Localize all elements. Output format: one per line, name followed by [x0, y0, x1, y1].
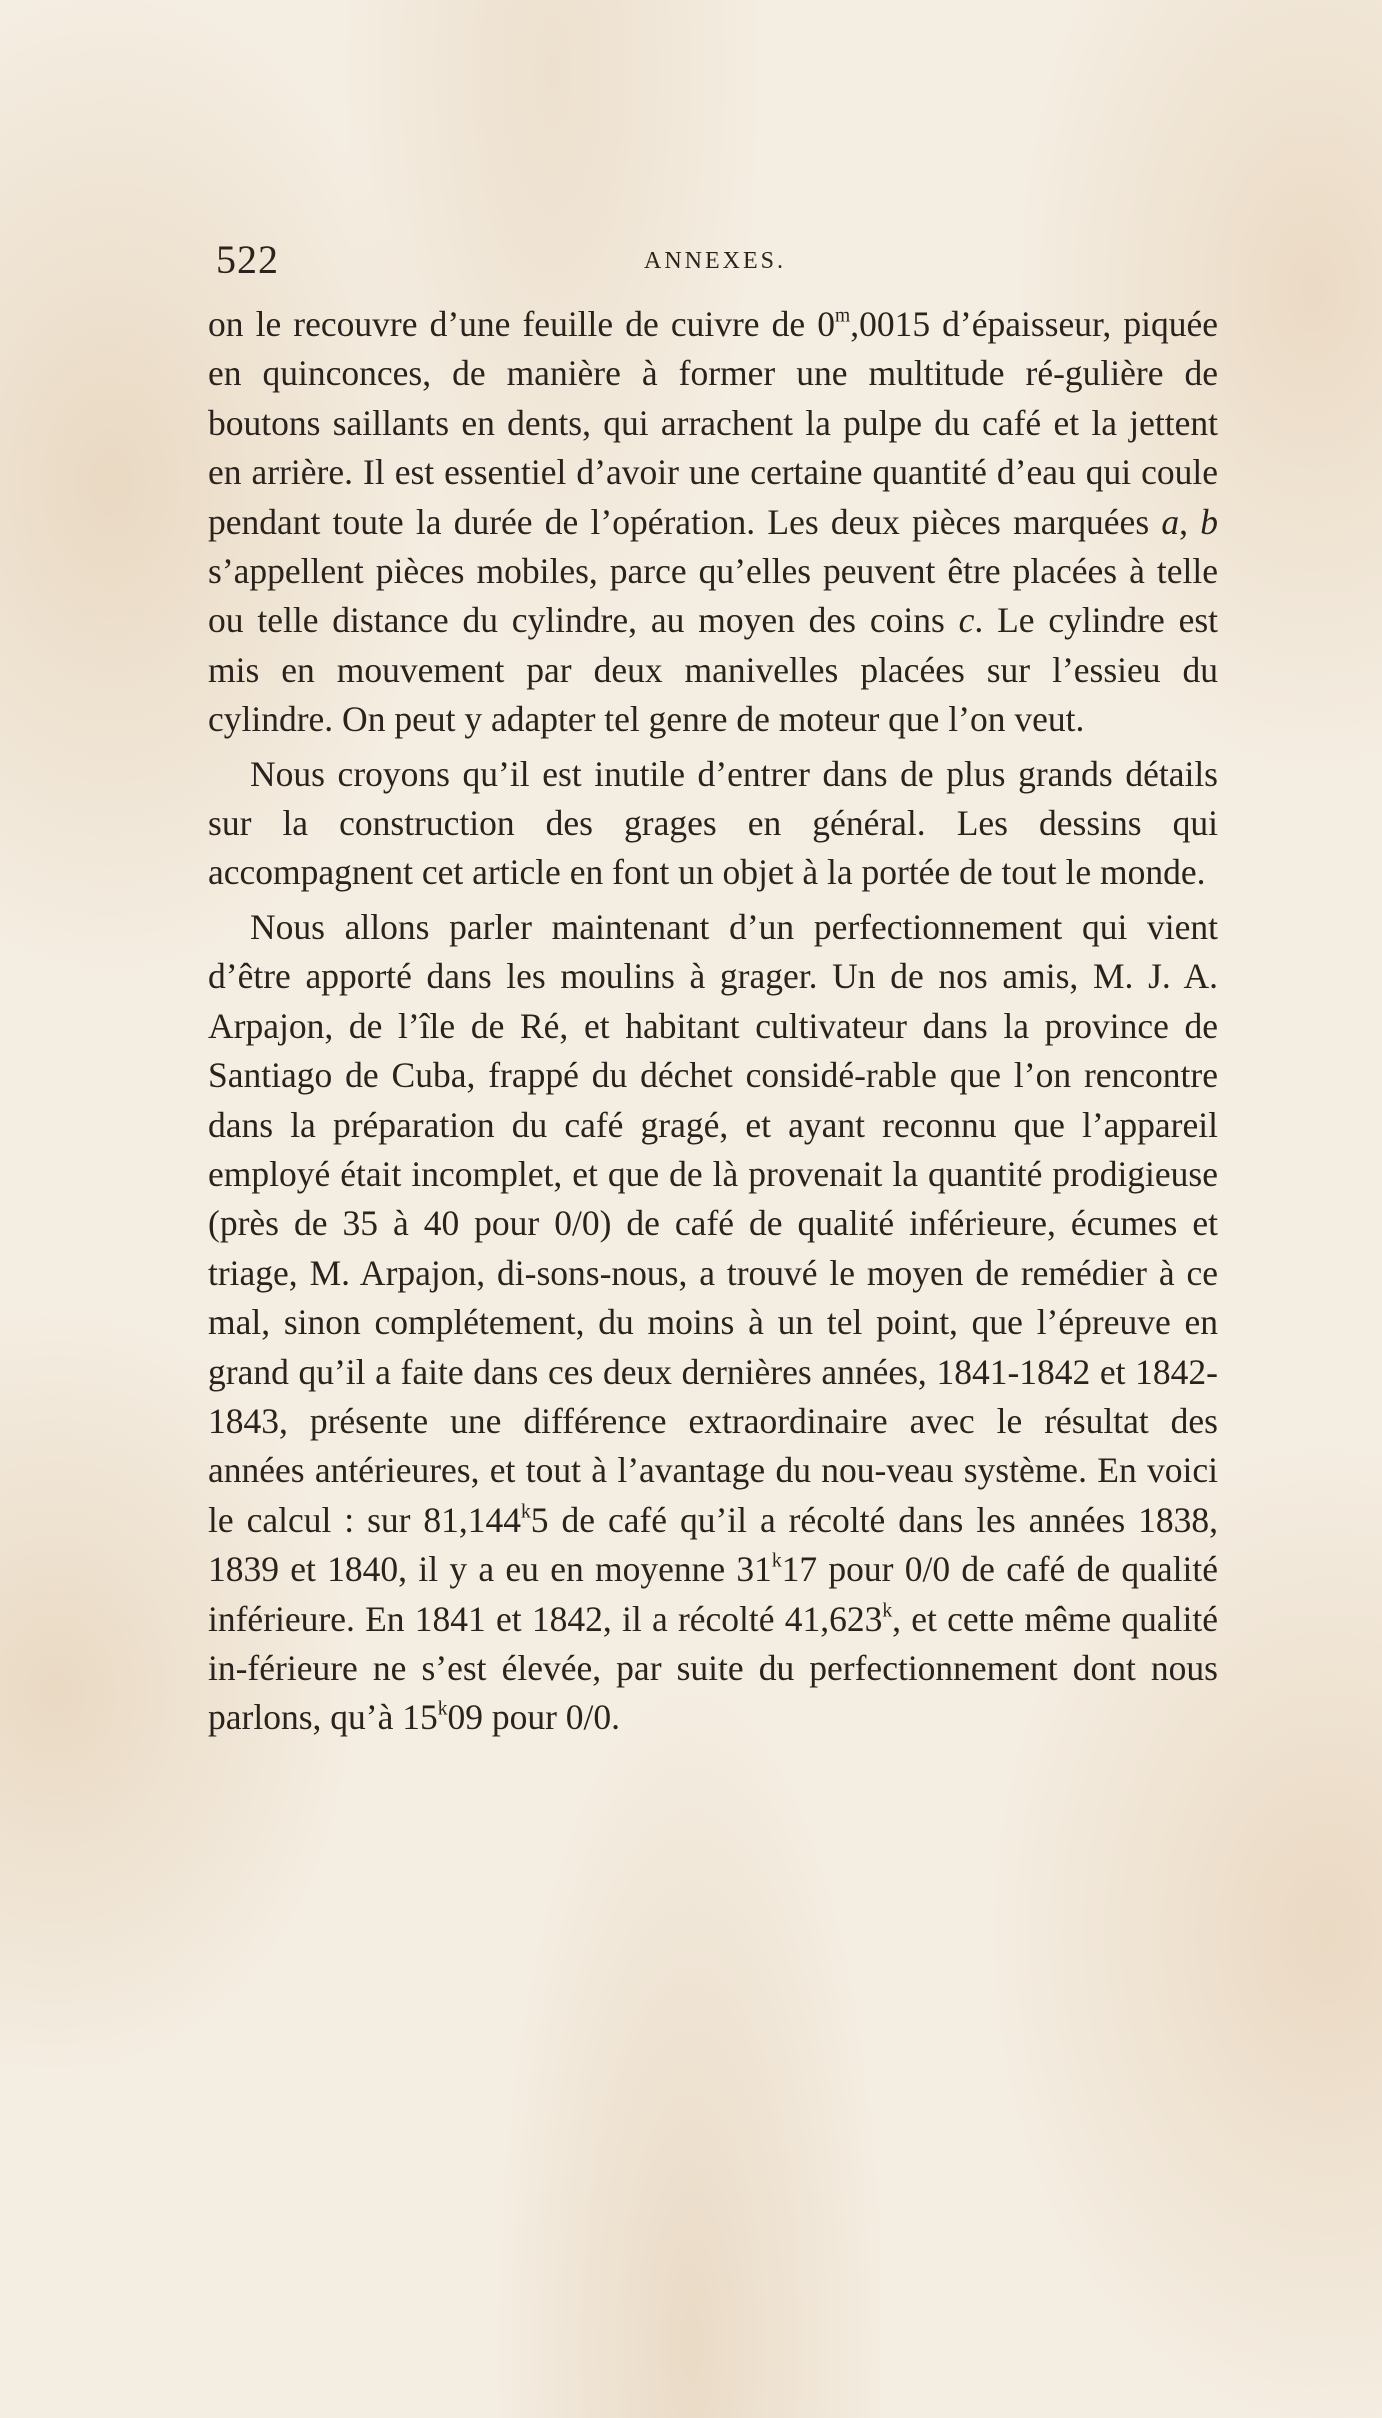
italic-letter: c [958, 600, 975, 641]
text-run: , et cette même qualité in-férieure ne s’est élevée, par suite du perfectionnement dont nous parlons, qu’à 15 [208, 1598, 1218, 1738]
superscript-text: m [835, 305, 851, 327]
superscript-text: k [521, 1501, 531, 1523]
superscript-text: k [882, 1599, 893, 1621]
text-run: on le recouvre d’une feuille de cuivre de 0 [208, 304, 835, 344]
text-run: Nous allons parler maintenant d’un perfectionnement qui vient d’être apporté dans les moulins à grager. Un de nos amis, M. J. A. Arpajon, de l’île de Ré, et habitant cultivateur dans la province de Santiago de Cuba, frappé du déchet considé-rable que l’on rencontre dans la préparation du café gragé, et ayant reconnu que l’appareil employé était incomplet, et que de là provenait la quantité prodigieuse (près de 35 à 40 pour 0/0) de café de qualité inférieure, écumes et triage, M. Arpajon, di-sons-nous, a trouvé le moyen de remédier à ce mal, sinon complétement, du moins à un tel point, que l’épreuve en grand qu’il a faite dans ces deux dernières années, 1841-1842 et 1842-1843, présente une différence extraordinaire avec le résultat des années antérieures, et tout à l’avantage du nou-veau système. En voici le calcul : sur 81,144 [208, 906, 1218, 1540]
body-text [208, 300, 1218, 1743]
page-header [210, 236, 1220, 286]
superscript-text: k [771, 1550, 782, 1572]
text-run: , [1179, 501, 1201, 542]
text-run: 5 de café qu’il a récolté dans les années 1838, 1839 et 1840, il y a eu en moyenne 31 [208, 1499, 1218, 1590]
text-run: ,0015 d’épaisseur, piquée en quinconces, de manière à former une multitude ré-gulière de boutons saillants en dents, qui arrachent la pulpe du café et la jettent en arrière. Il est essentiel d’avoir une certaine quantité d’eau qui coule pendant toute la durée de l’opération. Les deux pièces marquées [208, 304, 1218, 542]
paragraph [208, 750, 1218, 898]
text-run: Nous croyons qu’il est inutile d’entrer dans de plus grands détails sur la construction des grages en général. Les dessins qui accompagnent cet article en font un objet à la portée de tout le monde. [208, 753, 1218, 893]
text-run: s’appellent pièces mobiles, parce qu’elles peuvent être placées à telle ou telle distance du cylindre, au moyen des coins [208, 551, 1218, 641]
text-run: 09 pour 0/0. [447, 1697, 621, 1738]
text-run: . Le cylindre est mis en mouvement par deux manivelles placées sur l’essieu du cylindre. On peut y adapter tel genre de moteur que l’on veut. [208, 600, 1218, 740]
paragraph [208, 300, 1218, 745]
superscript-text: k [437, 1698, 448, 1720]
running-head: ANNEXES. [644, 248, 786, 274]
italic-letter: a [1161, 501, 1180, 542]
paragraph [208, 903, 1218, 1743]
page-number: 522 [216, 237, 279, 282]
text-run: 17 pour 0/0 de café de qualité inférieure. En 1841 et 1842, il a récolté 41,623 [208, 1549, 1218, 1639]
italic-letter: b [1200, 501, 1219, 542]
